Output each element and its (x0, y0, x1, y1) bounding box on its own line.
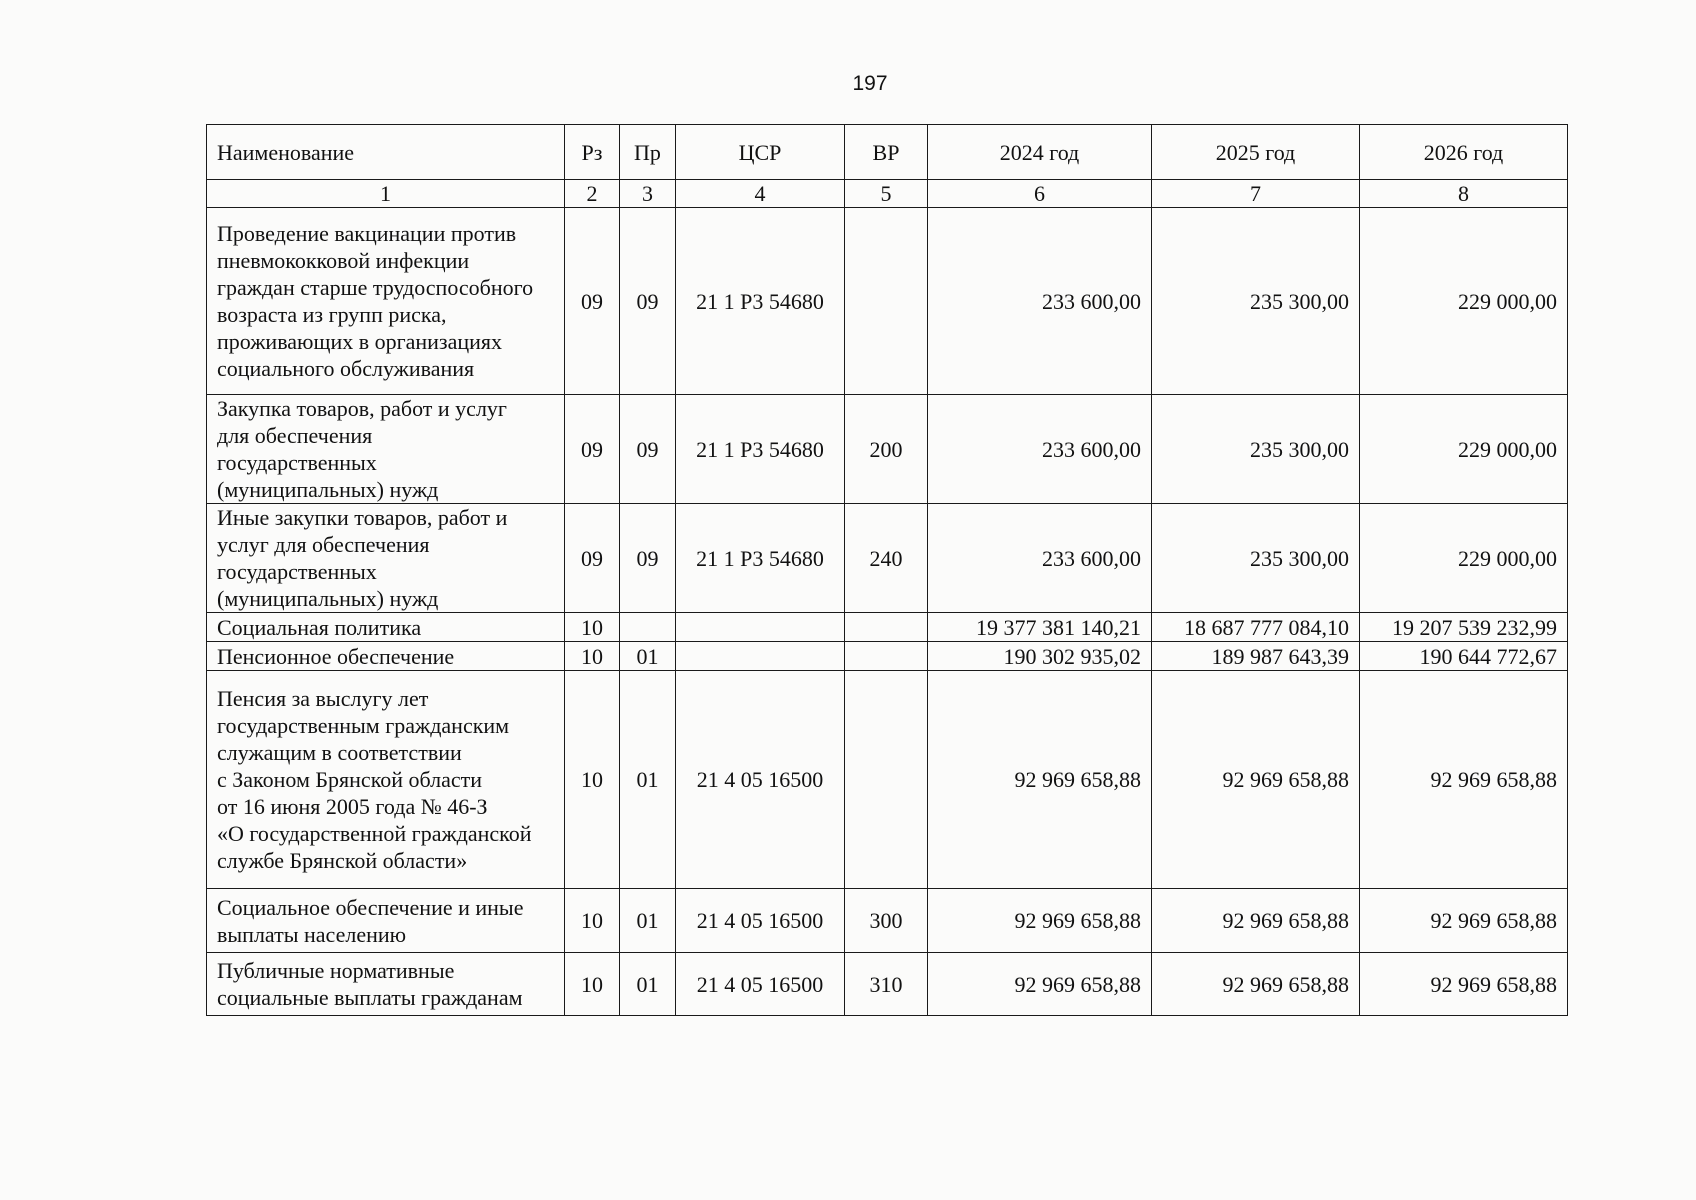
row-name: Социальная политика (207, 613, 565, 642)
row-pr: 09 (620, 208, 676, 395)
row-2024: 19 377 381 140,21 (928, 613, 1152, 642)
row-2025: 235 300,00 (1152, 208, 1360, 395)
row-2026: 92 969 658,88 (1360, 889, 1568, 953)
row-rz: 10 (565, 953, 620, 1016)
column-index: 2 (565, 180, 620, 208)
row-csr: 21 4 05 16500 (676, 953, 845, 1016)
row-csr (676, 642, 845, 671)
row-csr: 21 4 05 16500 (676, 889, 845, 953)
row-2026: 92 969 658,88 (1360, 671, 1568, 889)
row-2025: 18 687 777 084,10 (1152, 613, 1360, 642)
table-row (207, 642, 1568, 671)
row-name: Иные закупки товаров, работ и услуг для обеспечения государственных (муниципальных) нужд (207, 504, 565, 613)
row-csr: 21 1 Р3 54680 (676, 504, 845, 613)
column-index-row (207, 180, 1568, 208)
row-pr: 09 (620, 504, 676, 613)
column-header-2026: 2026 год (1360, 125, 1568, 180)
row-2026: 190 644 772,67 (1360, 642, 1568, 671)
row-name: Социальное обеспечение и иные выплаты населению (207, 889, 565, 953)
page-number: 197 (852, 72, 888, 95)
row-rz: 09 (565, 208, 620, 395)
row-pr: 01 (620, 889, 676, 953)
column-header-2025: 2025 год (1152, 125, 1360, 180)
row-csr (676, 613, 845, 642)
column-index: 8 (1360, 180, 1568, 208)
budget-table (206, 124, 1568, 1016)
table-row (207, 504, 1568, 613)
column-index: 6 (928, 180, 1152, 208)
row-2025: 92 969 658,88 (1152, 953, 1360, 1016)
row-name: Пенсионное обеспечение (207, 642, 565, 671)
row-vr: 240 (845, 504, 928, 613)
row-rz: 10 (565, 889, 620, 953)
row-2024: 92 969 658,88 (928, 889, 1152, 953)
row-2024: 92 969 658,88 (928, 953, 1152, 1016)
row-2024: 92 969 658,88 (928, 671, 1152, 889)
table-header-row (207, 125, 1568, 180)
column-index: 7 (1152, 180, 1360, 208)
row-2025: 92 969 658,88 (1152, 889, 1360, 953)
row-vr (845, 208, 928, 395)
row-pr (620, 613, 676, 642)
row-2026: 229 000,00 (1360, 395, 1568, 504)
row-2024: 233 600,00 (928, 504, 1152, 613)
row-pr: 09 (620, 395, 676, 504)
row-vr: 300 (845, 889, 928, 953)
row-vr (845, 613, 928, 642)
column-index: 5 (845, 180, 928, 208)
row-2024: 190 302 935,02 (928, 642, 1152, 671)
row-pr: 01 (620, 671, 676, 889)
row-csr: 21 1 Р3 54680 (676, 395, 845, 504)
row-2025: 235 300,00 (1152, 395, 1360, 504)
row-rz: 09 (565, 395, 620, 504)
row-2025: 189 987 643,39 (1152, 642, 1360, 671)
row-csr: 21 1 Р3 54680 (676, 208, 845, 395)
table-row (207, 889, 1568, 953)
row-2026: 229 000,00 (1360, 504, 1568, 613)
row-2026: 19 207 539 232,99 (1360, 613, 1568, 642)
column-header-pr: Пр (620, 125, 676, 180)
column-header-name: Наименование (207, 125, 565, 180)
column-index: 1 (207, 180, 565, 208)
column-index: 4 (676, 180, 845, 208)
row-rz: 10 (565, 613, 620, 642)
row-pr: 01 (620, 642, 676, 671)
row-vr: 200 (845, 395, 928, 504)
column-header-vr: ВР (845, 125, 928, 180)
table-row (207, 953, 1568, 1016)
row-vr: 310 (845, 953, 928, 1016)
row-name: Публичные нормативные социальные выплаты гражданам (207, 953, 565, 1016)
row-name: Проведение вакцинации против пневмококковой инфекции граждан старше трудоспособного возраста из групп риска, проживающих в организациях социального обслуживания (207, 208, 565, 395)
row-2024: 233 600,00 (928, 208, 1152, 395)
row-2026: 229 000,00 (1360, 208, 1568, 395)
column-header-csr: ЦСР (676, 125, 845, 180)
row-vr (845, 671, 928, 889)
row-2024: 233 600,00 (928, 395, 1152, 504)
row-pr: 01 (620, 953, 676, 1016)
table-row (207, 671, 1568, 889)
row-rz: 10 (565, 642, 620, 671)
row-2025: 235 300,00 (1152, 504, 1360, 613)
column-index: 3 (620, 180, 676, 208)
row-2025: 92 969 658,88 (1152, 671, 1360, 889)
row-rz: 10 (565, 671, 620, 889)
row-csr: 21 4 05 16500 (676, 671, 845, 889)
table-row (207, 395, 1568, 504)
table-row (207, 208, 1568, 395)
row-name: Закупка товаров, работ и услуг для обеспечения государственных (муниципальных) нужд (207, 395, 565, 504)
column-header-rz: Рз (565, 125, 620, 180)
row-vr (845, 642, 928, 671)
row-name: Пенсия за выслугу лет государственным гражданским служащим в соответствии с Законом Брянской области от 16 июня 2005 года № 46-З «О государственной гражданской службе Брянской области» (207, 671, 565, 889)
table-row (207, 613, 1568, 642)
row-rz: 09 (565, 504, 620, 613)
column-header-2024: 2024 год (928, 125, 1152, 180)
row-2026: 92 969 658,88 (1360, 953, 1568, 1016)
